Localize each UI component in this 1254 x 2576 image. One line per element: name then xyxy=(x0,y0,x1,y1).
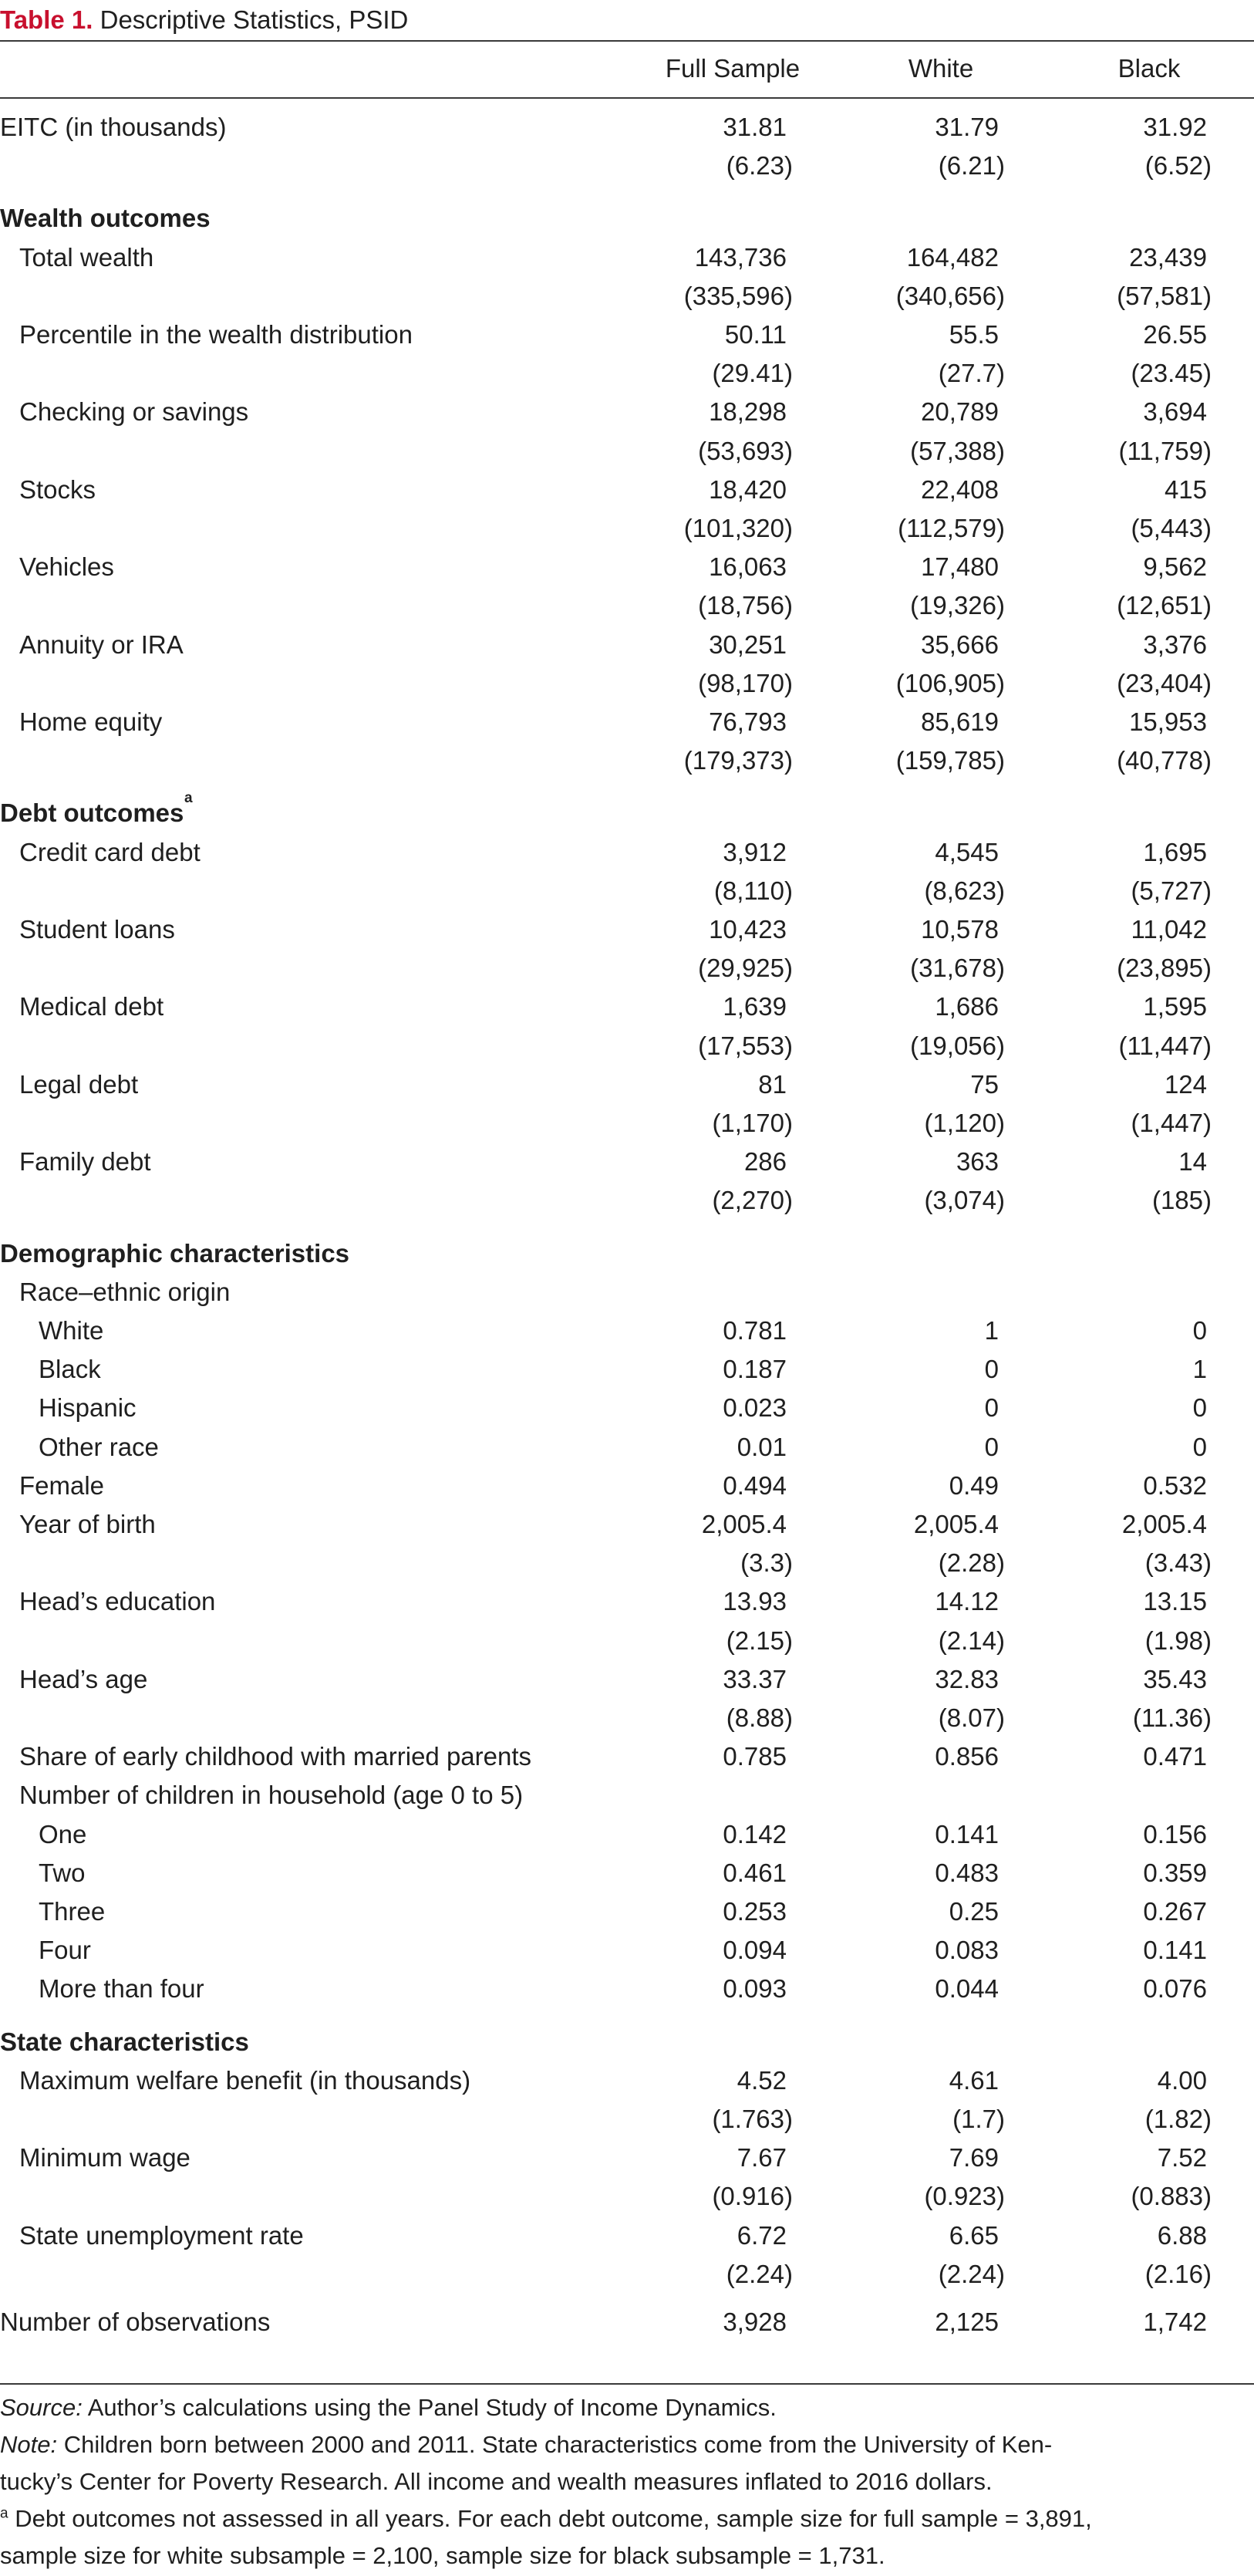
table-row xyxy=(0,1582,1254,1621)
table-row xyxy=(0,393,1254,431)
white-cell: (31,678) xyxy=(910,954,1005,983)
row-label: Student loans xyxy=(19,915,175,944)
full-sample-cell: 286 xyxy=(743,1147,787,1177)
row-label: Percentile in the wealth distribution xyxy=(19,320,413,349)
full-sample-cell: 0.142 xyxy=(723,1819,787,1848)
black-cell: (1,447) xyxy=(1131,1109,1212,1137)
table-row xyxy=(0,1737,1254,1776)
table-notes xyxy=(0,2389,1254,2574)
full-sample-cell: (98,170) xyxy=(698,668,793,697)
standard-error-row xyxy=(0,741,1254,780)
table-row xyxy=(0,1467,1254,1505)
full-sample-cell: 0.461 xyxy=(723,1858,787,1887)
black-cell: 0 xyxy=(1192,1432,1207,1461)
black-cell: 0 xyxy=(1192,1316,1207,1345)
white-cell: 2,125 xyxy=(935,2308,999,2336)
full-sample-cell: (8.88) xyxy=(726,1703,793,1732)
standard-error-row xyxy=(0,1104,1254,1143)
section-header-row xyxy=(0,2023,1254,2061)
general-note xyxy=(0,2426,1254,2463)
footnote-text-line-2: sample size for white subsample = 2,100, sample size for black subsample = 1,731. xyxy=(0,2542,885,2569)
full-sample-cell: 1,639 xyxy=(723,992,787,1021)
full-sample-cell: (2,270) xyxy=(712,1186,793,1215)
black-cell: (11,447) xyxy=(1118,1031,1212,1060)
white-cell: 1,686 xyxy=(935,992,999,1021)
footnote-a xyxy=(0,2500,1254,2537)
row-label: White xyxy=(39,1316,104,1345)
row-label: Number of children in household (age 0 to 5) xyxy=(19,1781,524,1810)
white-cell: (19,056) xyxy=(910,1031,1005,1060)
table-row xyxy=(0,1660,1254,1699)
white-cell: 0.856 xyxy=(935,1742,999,1771)
table-row xyxy=(0,833,1254,872)
full-sample-cell: 3,912 xyxy=(723,837,787,866)
white-cell: 35,666 xyxy=(921,630,999,659)
row-label: Annuity or IRA xyxy=(19,630,184,659)
full-sample-cell: 18,420 xyxy=(709,474,787,504)
full-sample-cell: 13.93 xyxy=(723,1587,787,1616)
black-cell: (11.36) xyxy=(1132,1703,1212,1732)
white-cell: 75 xyxy=(970,1069,999,1099)
white-cell: (19,326) xyxy=(910,591,1005,620)
standard-error-row xyxy=(0,872,1254,910)
row-label: Share of early childhood with married parents xyxy=(19,1742,532,1771)
black-cell: 0.141 xyxy=(1143,1936,1207,1965)
white-cell: 55.5 xyxy=(949,320,999,349)
general-note-continued xyxy=(0,2463,1254,2500)
full-sample-cell: 3,928 xyxy=(723,2308,787,2336)
header-rule xyxy=(0,97,1254,99)
black-cell: (40,778) xyxy=(1117,746,1212,775)
white-cell: (0.923) xyxy=(924,2182,1005,2211)
black-cell: 1,695 xyxy=(1143,837,1207,866)
table-row xyxy=(0,108,1254,147)
white-cell: (2.24) xyxy=(938,2259,1005,2288)
white-cell: (2.14) xyxy=(938,1626,1005,1655)
white-cell: (340,656) xyxy=(895,281,1005,310)
table-row xyxy=(0,471,1254,509)
section-label: Debt outcomes xyxy=(0,798,184,828)
white-cell: 1 xyxy=(984,1316,999,1345)
white-cell: 0.141 xyxy=(935,1819,999,1848)
standard-error-row xyxy=(0,277,1254,316)
black-cell: 4.00 xyxy=(1157,2065,1207,2095)
white-cell: 164,482 xyxy=(906,242,999,272)
column-header-full-sample: Full Sample xyxy=(665,54,801,83)
white-cell: 0.083 xyxy=(935,1936,999,1965)
black-cell: 6.88 xyxy=(1157,2220,1207,2250)
full-sample-cell: 16,063 xyxy=(709,552,787,582)
full-sample-cell: (18,756) xyxy=(698,591,793,620)
standard-error-row xyxy=(0,664,1254,703)
full-sample-cell: (29.41) xyxy=(712,359,793,388)
black-cell: 35.43 xyxy=(1143,1664,1207,1693)
standard-error-row xyxy=(0,354,1254,393)
section-label: Demographic characteristics xyxy=(0,1238,350,1268)
white-cell: 4.61 xyxy=(949,2065,999,2095)
row-label: Three xyxy=(39,1897,106,1926)
black-cell: 0.471 xyxy=(1143,1742,1207,1771)
black-cell: (11,759) xyxy=(1118,436,1212,465)
full-sample-cell: (53,693) xyxy=(698,436,793,465)
white-cell: (106,905) xyxy=(895,668,1005,697)
row-label: Hispanic xyxy=(39,1393,137,1423)
full-sample-cell: 31.81 xyxy=(723,113,787,141)
full-sample-cell: 7.67 xyxy=(737,2143,787,2173)
row-label: Stocks xyxy=(19,474,96,504)
full-sample-cell: 143,736 xyxy=(694,242,787,272)
row-label: Year of birth xyxy=(19,1510,156,1538)
black-cell: 0.359 xyxy=(1143,1858,1207,1887)
black-cell: 3,694 xyxy=(1143,397,1207,427)
full-sample-cell: 4.52 xyxy=(737,2065,787,2095)
row-label: One xyxy=(39,1819,87,1848)
note-text-line-1: Children born between 2000 and 2011. State characteristics come from the University of Ken- xyxy=(57,2431,1053,2458)
standard-error-row xyxy=(0,1699,1254,1737)
note-label: Note: xyxy=(0,2431,58,2458)
row-label: Home equity xyxy=(19,707,163,736)
full-sample-cell: 0.785 xyxy=(723,1742,787,1771)
white-cell: 0 xyxy=(984,1355,999,1384)
table-number: Table 1. xyxy=(0,5,93,34)
black-cell: (5,727) xyxy=(1131,876,1212,905)
column-header-black: Black xyxy=(1117,54,1181,83)
black-cell: (0.883) xyxy=(1131,2182,1212,2211)
black-cell: 7.52 xyxy=(1157,2143,1207,2173)
full-sample-cell: 50.11 xyxy=(724,320,787,349)
full-sample-cell: 2,005.4 xyxy=(701,1510,787,1538)
black-cell: 15,953 xyxy=(1129,707,1207,736)
full-sample-cell: (29,925) xyxy=(698,954,793,983)
row-label: EITC (in thousands) xyxy=(0,113,227,141)
black-cell: 3,376 xyxy=(1143,630,1207,659)
white-cell: (112,579) xyxy=(898,514,1005,542)
table-row xyxy=(0,2061,1254,2100)
row-label: Two xyxy=(39,1858,86,1887)
top-rule xyxy=(0,40,1254,42)
white-cell: 85,619 xyxy=(921,707,999,736)
black-cell: 31.92 xyxy=(1143,113,1207,141)
full-sample-cell: (101,320) xyxy=(683,514,793,542)
row-label: Legal debt xyxy=(19,1069,139,1099)
black-cell: 0.076 xyxy=(1143,1974,1207,2004)
standard-error-row xyxy=(0,1181,1254,1220)
full-sample-cell: 0.494 xyxy=(723,1470,787,1500)
black-cell: 0.156 xyxy=(1143,1819,1207,1848)
full-sample-cell: 6.72 xyxy=(737,2220,787,2250)
full-sample-cell: (1,170) xyxy=(712,1109,793,1137)
table-row xyxy=(0,1970,1254,2008)
row-label: State unemployment rate xyxy=(19,2220,304,2250)
white-cell: 20,789 xyxy=(921,397,999,427)
row-label: Black xyxy=(39,1355,101,1384)
white-cell: (1.7) xyxy=(952,2105,1005,2133)
row-label: Maximum welfare benefit (in thousands) xyxy=(19,2065,471,2095)
full-sample-cell: 0.01 xyxy=(737,1432,787,1461)
table-row xyxy=(0,1065,1254,1104)
black-cell: 0.532 xyxy=(1143,1470,1207,1500)
section-header-row xyxy=(0,199,1254,238)
full-sample-cell: 18,298 xyxy=(709,397,787,427)
table-row xyxy=(0,1428,1254,1467)
footnote-mark: a xyxy=(0,2505,8,2522)
white-cell: 4,545 xyxy=(935,837,999,866)
black-cell: 23,439 xyxy=(1129,242,1207,272)
full-sample-cell: (2.15) xyxy=(726,1626,793,1655)
white-cell: 0.044 xyxy=(935,1974,999,2004)
source-text: Author’s calculations using the Panel Study of Income Dynamics. xyxy=(82,2394,777,2421)
white-cell: 32.83 xyxy=(935,1664,999,1693)
black-cell: (2.16) xyxy=(1144,2259,1212,2288)
table-row xyxy=(0,910,1254,949)
table-row xyxy=(0,626,1254,664)
standard-error-row xyxy=(0,1622,1254,1660)
table-row xyxy=(0,1143,1254,1181)
full-sample-cell: 30,251 xyxy=(709,630,787,659)
standard-error-row xyxy=(0,1544,1254,1582)
white-cell: 22,408 xyxy=(921,474,999,504)
table-row xyxy=(0,2303,1254,2341)
row-label: Vehicles xyxy=(19,552,114,582)
full-sample-cell: 0.093 xyxy=(723,1974,787,2004)
row-label: Total wealth xyxy=(19,242,154,272)
row-label: Race–ethnic origin xyxy=(19,1277,231,1306)
full-sample-cell: (17,553) xyxy=(698,1031,793,1060)
source-note xyxy=(0,2389,1254,2426)
white-cell: 0 xyxy=(984,1432,999,1461)
black-cell: 1 xyxy=(1192,1355,1207,1384)
table-row xyxy=(0,1505,1254,1544)
full-sample-cell: (6.23) xyxy=(726,151,793,181)
full-sample-cell: 0.187 xyxy=(723,1355,787,1384)
white-cell: 10,578 xyxy=(921,915,999,944)
table-row xyxy=(0,1892,1254,1931)
standard-error-row xyxy=(0,1027,1254,1065)
section-label: Wealth outcomes xyxy=(0,204,211,233)
white-cell: 0 xyxy=(984,1393,999,1423)
full-sample-cell: (3.3) xyxy=(740,1548,793,1578)
black-cell: 26.55 xyxy=(1143,320,1207,349)
black-cell: (23.45) xyxy=(1131,359,1212,388)
white-cell: (1,120) xyxy=(924,1109,1005,1137)
section-header-row: Debt outcomes a xyxy=(0,794,1254,832)
row-label: Family debt xyxy=(19,1147,151,1177)
black-cell: 1,595 xyxy=(1143,992,1207,1021)
table-title: Descriptive Statistics, PSID xyxy=(93,5,409,34)
row-label: More than four xyxy=(39,1974,204,2004)
table-row xyxy=(0,316,1254,354)
black-cell: 9,562 xyxy=(1143,552,1207,582)
black-cell: (6.52) xyxy=(1144,151,1212,181)
row-label: Number of observations xyxy=(0,2308,271,2336)
white-cell: (6.21) xyxy=(938,151,1005,181)
table-row xyxy=(0,1389,1254,1427)
white-cell: (2.28) xyxy=(938,1548,1005,1578)
full-sample-cell: (0.916) xyxy=(712,2182,793,2211)
column-header-white: White xyxy=(908,54,974,83)
full-sample-cell: (179,373) xyxy=(683,746,793,775)
black-cell: 124 xyxy=(1164,1069,1207,1099)
full-sample-cell: 0.253 xyxy=(723,1897,787,1926)
standard-error-row xyxy=(0,509,1254,548)
white-cell: 6.65 xyxy=(949,2220,999,2250)
standard-error-row xyxy=(0,949,1254,988)
white-cell: 0.483 xyxy=(935,1858,999,1887)
standard-error-row xyxy=(0,2255,1254,2294)
black-cell: (23,404) xyxy=(1117,668,1212,697)
source-label: Source: xyxy=(0,2394,83,2421)
table-row xyxy=(0,1776,1254,1815)
table-row xyxy=(0,2216,1254,2255)
table-row xyxy=(0,988,1254,1026)
section-header-row xyxy=(0,1234,1254,1273)
row-label: Four xyxy=(39,1936,91,1965)
footnote-a-continued xyxy=(0,2537,1254,2574)
full-sample-cell: (2.24) xyxy=(726,2259,793,2288)
full-sample-cell: 0.094 xyxy=(723,1936,787,1965)
white-cell: 0.25 xyxy=(949,1897,999,1926)
table-row xyxy=(0,703,1254,741)
black-cell: (5,443) xyxy=(1131,514,1212,542)
white-cell: 31.79 xyxy=(935,113,999,141)
black-cell: 11,042 xyxy=(1131,915,1207,944)
black-cell: 0.267 xyxy=(1143,1897,1207,1926)
white-cell: (159,785) xyxy=(895,746,1005,775)
row-label: Credit card debt xyxy=(19,837,201,866)
black-cell: (23,895) xyxy=(1117,954,1212,983)
row-label: Female xyxy=(19,1470,105,1500)
full-sample-cell: (8,110) xyxy=(713,876,793,905)
full-sample-cell: 10,423 xyxy=(709,915,787,944)
white-cell: (3,074) xyxy=(924,1186,1005,1215)
row-label: Minimum wage xyxy=(19,2143,190,2173)
row-label: Head’s age xyxy=(19,1664,148,1693)
white-cell: (27.7) xyxy=(938,359,1005,388)
white-cell: 17,480 xyxy=(921,552,999,582)
standard-error-row xyxy=(0,147,1254,185)
section-label: State characteristics xyxy=(0,2027,249,2056)
black-cell: 14 xyxy=(1178,1147,1207,1177)
full-sample-cell: 0.781 xyxy=(723,1316,787,1345)
black-cell: (12,651) xyxy=(1117,591,1212,620)
white-cell: 2,005.4 xyxy=(913,1510,999,1538)
black-cell: 13.15 xyxy=(1143,1587,1207,1616)
black-cell: (1.82) xyxy=(1144,2105,1212,2133)
white-cell: (8.07) xyxy=(938,1703,1005,1732)
standard-error-row xyxy=(0,432,1254,471)
white-cell: 7.69 xyxy=(949,2143,999,2173)
note-text-line-2: tucky’s Center for Poverty Research. All income and wealth measures inflated to 2016 dollars. xyxy=(0,2468,993,2495)
standard-error-row xyxy=(0,2177,1254,2216)
white-cell: (8,623) xyxy=(924,876,1005,905)
row-label: Head’s education xyxy=(19,1587,216,1616)
full-sample-cell: 76,793 xyxy=(709,707,787,736)
bottom-rule xyxy=(0,2383,1254,2385)
full-sample-cell: 81 xyxy=(758,1069,787,1099)
table-row xyxy=(0,1273,1254,1312)
standard-error-row xyxy=(0,2100,1254,2139)
black-cell: (3.43) xyxy=(1144,1548,1212,1578)
black-cell: 2,005.4 xyxy=(1121,1510,1207,1538)
table-caption xyxy=(0,0,408,40)
table-row xyxy=(0,1854,1254,1892)
black-cell: 0 xyxy=(1192,1393,1207,1423)
white-cell: 14.12 xyxy=(935,1587,999,1616)
full-sample-cell: 33.37 xyxy=(723,1664,787,1693)
row-label: Other race xyxy=(39,1432,159,1461)
row-label: Medical debt xyxy=(19,992,164,1021)
white-cell: 0.49 xyxy=(949,1470,999,1500)
table-row xyxy=(0,548,1254,586)
table-row xyxy=(0,1312,1254,1350)
table-row xyxy=(0,238,1254,277)
row-label: Checking or savings xyxy=(19,397,249,427)
white-cell: (57,388) xyxy=(910,436,1005,465)
table-row xyxy=(0,1931,1254,1970)
full-sample-cell: (1.763) xyxy=(712,2105,793,2133)
white-cell: 363 xyxy=(956,1147,999,1177)
table-row xyxy=(0,1350,1254,1389)
black-cell: (185) xyxy=(1151,1186,1212,1215)
footnote-text-line-1: Debt outcomes not assessed in all years. For each debt outcome, sample size for full sample = 3,891, xyxy=(8,2505,1092,2532)
table-row xyxy=(0,2139,1254,2177)
black-cell: 415 xyxy=(1164,474,1207,504)
table-row xyxy=(0,1815,1254,1854)
full-sample-cell: 0.023 xyxy=(723,1393,787,1423)
full-sample-cell: (335,596) xyxy=(683,281,793,310)
black-cell: (57,581) xyxy=(1117,281,1212,310)
standard-error-row xyxy=(0,586,1254,625)
black-cell: 1,742 xyxy=(1143,2308,1207,2336)
black-cell: (1.98) xyxy=(1144,1626,1212,1655)
